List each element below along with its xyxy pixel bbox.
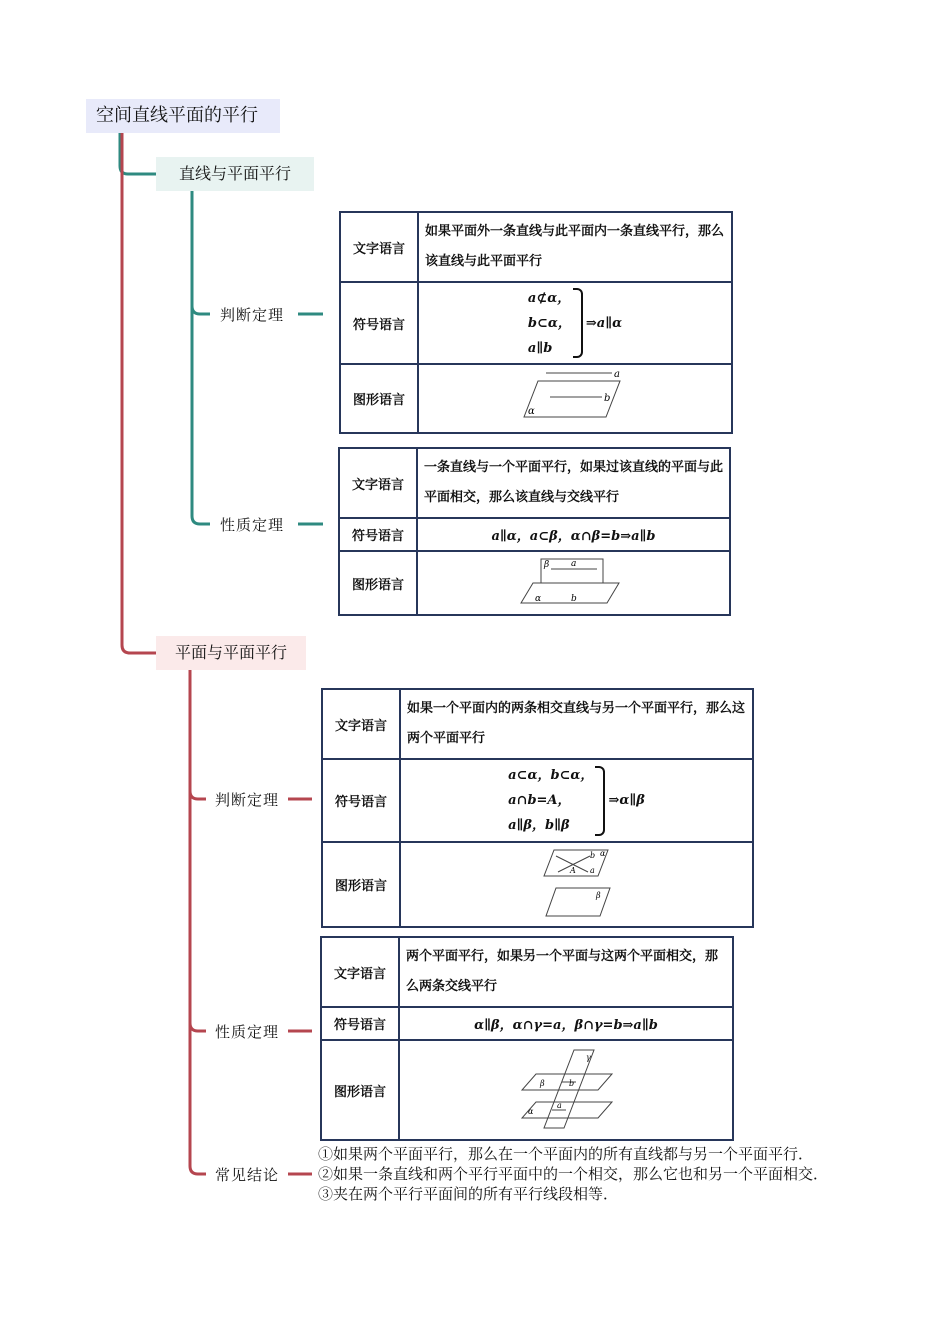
fig-label-alpha: α bbox=[599, 848, 605, 858]
lp-p-figure bbox=[417, 551, 730, 615]
pp-conclusions-label: 常见结论 bbox=[215, 1166, 280, 1184]
pp-j-figure-label: 图形语言 bbox=[322, 842, 400, 927]
pp-p-text-label: 文字语言 bbox=[321, 937, 399, 1007]
lp-j-symbol-result: ⇒a∥α bbox=[585, 315, 623, 331]
pp-property-table bbox=[320, 936, 734, 1141]
conclusions-list bbox=[318, 1144, 828, 1204]
pp-j-symbol-line-3: a∥β，b∥β bbox=[508, 818, 570, 833]
pp-p-text: 两个平面平行，如果另一个平面与这两个平面相交，那么两条交线平行 bbox=[399, 937, 733, 1007]
fig-label-beta: β bbox=[543, 560, 549, 570]
fig-label-b: b bbox=[589, 850, 595, 860]
pp-j-symbol bbox=[400, 759, 753, 842]
root-node[interactable] bbox=[86, 99, 280, 133]
fig-label-gamma: γ bbox=[586, 1053, 591, 1062]
conclusion-item-2: ②如果一条直线和两个平行平面中的一个相交，那么它也和另一个平面相交． bbox=[318, 1165, 829, 1183]
pp-j-text: 如果一个平面内的两条相交直线与另一个平面平行，那么这两个平面平行 bbox=[400, 689, 753, 759]
lp-judgment-table bbox=[339, 211, 733, 434]
connector-lp-property bbox=[192, 300, 210, 524]
lp-j-symbol-label: 符号语言 bbox=[340, 282, 418, 364]
node-plane-plane-parallel[interactable] bbox=[156, 636, 306, 670]
pp-judgment-table bbox=[321, 688, 754, 928]
node-lp-judgment[interactable] bbox=[220, 304, 284, 325]
connector-pp-property bbox=[190, 790, 206, 1031]
connector-pp-conclusions bbox=[190, 1020, 206, 1174]
lp-p-text-label: 文字语言 bbox=[339, 448, 417, 518]
fig-label-a: a bbox=[570, 559, 576, 569]
root-title: 空间直线平面的平行 bbox=[96, 105, 258, 126]
two-planes-property-figure bbox=[516, 1046, 616, 1130]
fig-label-b: b bbox=[569, 1079, 575, 1088]
lp-p-symbol: a∥α，a⊂β，α∩β=b⇒a∥b bbox=[417, 518, 730, 551]
fig-label-A: A bbox=[569, 865, 576, 875]
pp-j-symbol-line-1: a⊂α，b⊂α， bbox=[508, 768, 594, 783]
pp-p-symbol-label: 符号语言 bbox=[321, 1007, 399, 1040]
pp-j-text-label: 文字语言 bbox=[322, 689, 400, 759]
fig-label-a: a bbox=[589, 865, 595, 875]
line-plane-intersection-figure bbox=[519, 555, 629, 607]
connector-root-line-plane bbox=[120, 133, 156, 174]
fig-label-alpha: α bbox=[528, 1107, 534, 1116]
pp-p-figure bbox=[399, 1040, 733, 1140]
fig-label-a: a bbox=[557, 1101, 562, 1110]
lp-j-figure-label: 图形语言 bbox=[340, 364, 418, 433]
conclusion-item-1: ①如果两个平面平行，那么在一个平面内的所有直线都与另一个平面平行． bbox=[318, 1145, 814, 1163]
lp-p-figure-label: 图形语言 bbox=[339, 551, 417, 615]
node-pp-conclusions[interactable] bbox=[215, 1164, 279, 1185]
pp-j-symbol-result: ⇒α∥β bbox=[608, 793, 645, 808]
fig-label-beta: β bbox=[595, 890, 601, 900]
fig-label-b: b bbox=[570, 594, 577, 604]
lp-j-text: 如果平面外一条直线与此平面内一条直线平行，那么该直线与此平面平行 bbox=[418, 212, 732, 282]
plane-plane-title: 平面与平面平行 bbox=[174, 643, 287, 662]
lp-judgment-label: 判断定理 bbox=[220, 306, 285, 324]
lp-p-symbol-label: 符号语言 bbox=[339, 518, 417, 551]
connector-lp-judgment bbox=[192, 191, 210, 314]
lp-j-text-label: 文字语言 bbox=[340, 212, 418, 282]
lp-j-symbol-line-1: a⊄α， bbox=[527, 290, 571, 306]
lp-j-symbol bbox=[418, 282, 732, 364]
pp-j-figure bbox=[400, 842, 753, 927]
pp-p-figure-label: 图形语言 bbox=[321, 1040, 399, 1140]
brace-icon bbox=[595, 766, 605, 836]
connector-root-plane-plane bbox=[122, 133, 156, 653]
lp-j-symbol-line-3: a∥b bbox=[527, 340, 553, 356]
pp-judgment-label: 判断定理 bbox=[215, 791, 280, 809]
brace-icon bbox=[573, 288, 583, 358]
pp-j-symbol-label: 符号语言 bbox=[322, 759, 400, 842]
pp-property-label: 性质定理 bbox=[215, 1023, 280, 1041]
pp-p-symbol: α∥β，α∩γ=a，β∩γ=b⇒a∥b bbox=[399, 1007, 733, 1040]
conclusion-item-3: ③夹在两个平行平面间的所有平行线段相等． bbox=[318, 1185, 619, 1203]
lp-j-symbol-line-2: b⊂α， bbox=[527, 315, 571, 331]
two-planes-judgment-figure bbox=[542, 846, 612, 920]
node-line-plane-parallel[interactable] bbox=[156, 157, 314, 191]
fig-label-a: a bbox=[614, 368, 620, 380]
line-parallel-plane-figure bbox=[520, 369, 630, 425]
fig-label-alpha: α bbox=[534, 594, 541, 604]
node-pp-judgment[interactable] bbox=[215, 789, 279, 810]
node-lp-property[interactable] bbox=[220, 514, 284, 535]
connector-pp-judgment bbox=[190, 670, 206, 799]
lp-j-figure bbox=[418, 364, 732, 433]
lp-property-label: 性质定理 bbox=[220, 516, 285, 534]
fig-label-alpha: α bbox=[528, 405, 535, 417]
lp-p-text: 一条直线与一个平面平行，如果过该直线的平面与此平面相交，那么该直线与交线平行 bbox=[417, 448, 730, 518]
fig-label-b: b bbox=[604, 392, 611, 404]
lp-property-table bbox=[338, 447, 731, 616]
pp-j-symbol-line-2: a∩b=A， bbox=[508, 793, 571, 808]
fig-label-beta: β bbox=[540, 1079, 545, 1088]
node-pp-property[interactable] bbox=[215, 1021, 279, 1042]
line-plane-title: 直线与平面平行 bbox=[178, 164, 291, 183]
